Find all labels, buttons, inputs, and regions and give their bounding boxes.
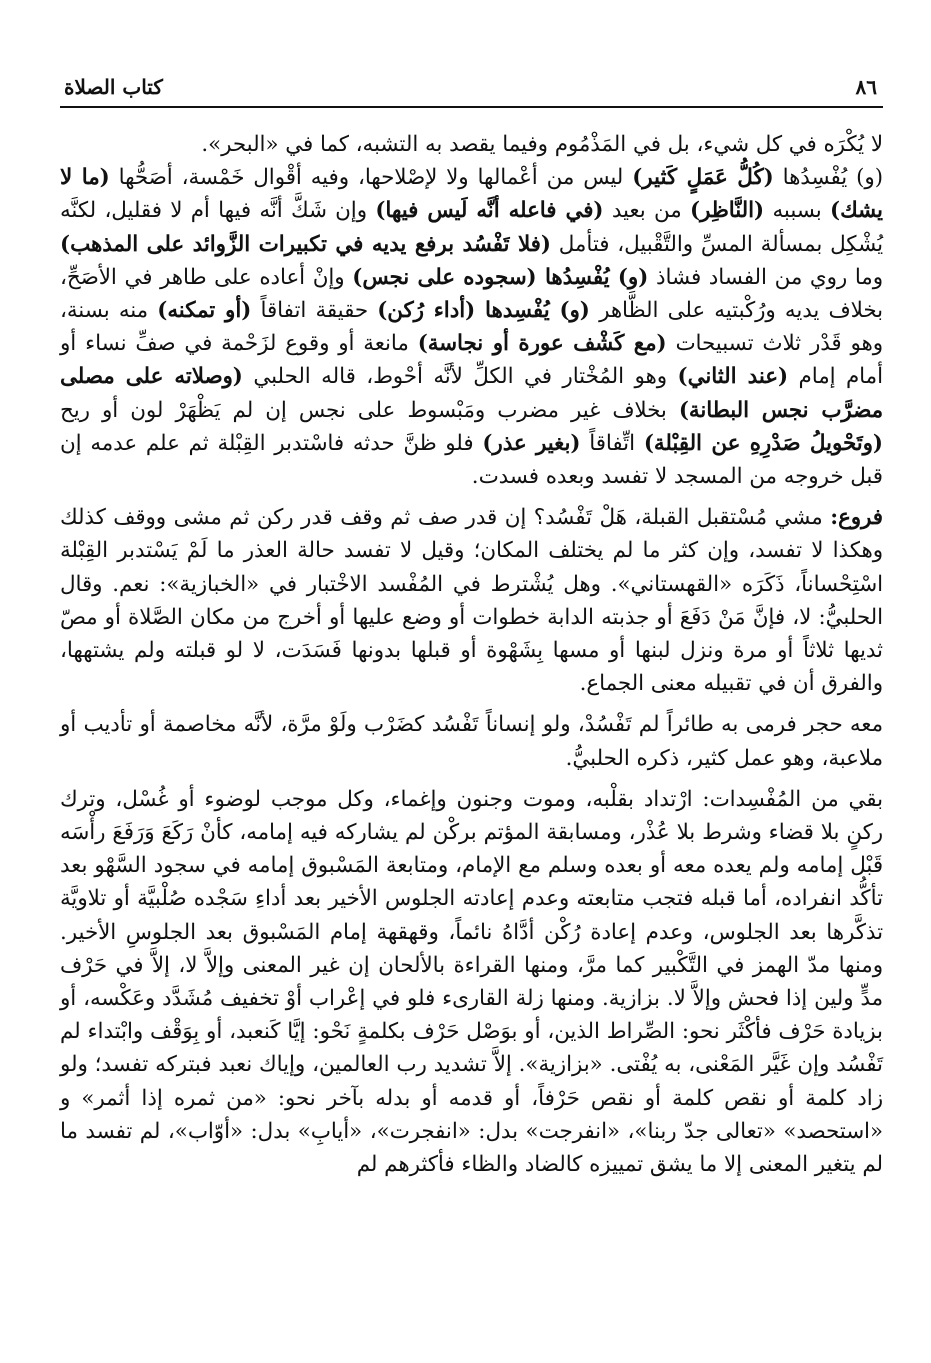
sharh-text: مانعة أو وقوع لزَحْمة في صفِّ نساء أو أمام إمام: [60, 331, 883, 390]
matn-text: (وتَحْويلُ صَدْرِهِ عن القِبْلة): [643, 430, 883, 456]
matn-text: (و) يُفْسِدها (أداء رُكن): [377, 298, 590, 324]
sharh-text: وهو المُخْتار في الكلِّ لأنَّه أحْوط، قاله الحلبي: [242, 364, 678, 390]
sharh-text: ليس من أعْمالها ولا لإصْلاحها، وفيه أقْوال خَمْسة، أصَحُّها: [109, 165, 633, 191]
paragraph-gap: [60, 700, 883, 708]
page-number: ٨٦: [855, 75, 877, 99]
sharh-text: وإنْ أعاده على طاهر في الأصَحِّ، بخلاف يديه ورُكْبتيه على الظَّاهر: [60, 264, 883, 324]
matn-text: (مع كَشْف عورة أو نجاسة): [417, 331, 667, 357]
matn-text: (بغير عذر): [482, 430, 581, 456]
sharh-text: بسببه: [764, 198, 831, 224]
matn-text: (ما لا يشك): [60, 165, 883, 224]
matn-text: (أو تمكنه): [157, 298, 252, 324]
sharh-text: اتِّفاقاً: [580, 430, 644, 456]
sharh-text: منه بسنة، وهو قَدْر ثلاث تسبيحات: [60, 298, 883, 357]
paragraph-gap: [60, 775, 883, 783]
sharh-text: فلو ظنَّ حدثه فاسْتدبر القِبْلة ثم علم عدمه إن قبل خروجه من المسجد لا تفسد وبعده فسدت.: [60, 430, 883, 490]
sharh-text: بقي من المُفْسِدات: ارْتداد بقلْبه، وموت وجنون وإغماء، وكل موجب لوضوء أو غُسْل، وترك ركنٍ بلا قضاء وشرط بلا عُذْر، ومسابقة المؤتم بركْن لم يشاركه فيه إمامه، كأنْ رَكَعَ وَرَفَعَ رأْسَه قَبْل إمامه ولم يعده معه أو بعده وسلم مع الإمام، ومتابعة المَسْبوق إمامه في سجود السَّهْو بعد تأكُّد انفراده، أما قبله فتجب متابعته وعدم إعادته الجلوس الأخير بعد أداءِ سَجْده صُلْبيَّة أو تلاويَّة تذكَّرها بعد الجلوس، وعدم إعادة رُكْن أدَّاهُ نائماً، وقهقهة إمام المَسْبوق بعد الجلوسِ الأخير. ومنها مدّ الهمز في التَّكْبير كما مرَّ، ومنها القراءة بالألحان إن غير المعنى وإلاَّ لا، إلاَّ في حَرْف مدٍّ ولين إذا فحش وإلاَّ لا. بزازية. ومنها زلة القارىء فلو في إعْراب أوْ تخفيف مُشَدَّد وعَكْسه، أو بزيادة حَرْف فأكْثَر نحو: الصِّراط الذين، أو بوَصْل حَرْف بكلمةٍ نَحْو: إيَّا كَنعبد، أو بِوَقْف وابْتداء لم تَفْسُد وإن غَيَّر المَعْنى، به يُفْتى. «بزازية». إلاَّ تشديد رب العالمين، وإياك نعبد فبتركه تفسد؛ ولو زاد كلمة أو نقص كلمة أو نقص حَرْفاً، أو قدمه أو بدله بآخر نحو: «من ثمره إذا أثمر» و «استحصد» «تعالى جدّ ربنا»، «انفرجت» بدل: «انفجرت»، «أيابِ» بدل: «أوّاب»، لم تفسد ما لم يتغير المعنى إلا ما يشق تمييزه كالضاد والظاء فأكثرهم لم: [60, 786, 883, 1178]
paragraph: [60, 161, 883, 493]
sharh-text: (و) يُفْسِدُها: [773, 165, 884, 191]
sharh-text: لا يُكْرَه في كل شيء، بل في المَذْمُوم وفيما يقصد به التشبه، كما في «البحر».: [201, 132, 883, 157]
sharh-text: مشي مُسْتقبل القبلة، هَلْ تَفْسُد؟ إن قدر صف ثم وقف قدر ركن ثم مشى ووقف كذلك وهكذا لا تفسد، وإن كثر ما لم يختلف المكان؛ وقيل لا تفسد حالة العذر ما لَمْ يَسْتدبر القِبْلة اسْتِحْساناً، ذَكَرَه «القهستاني». وهل يُشْترط في المُفْسد الاخْتبار في «الخبازية»: نعم. وقال الحلبيُّ: لا، فإنَّ مَنْ دَفَعَ أو جذبته الدابة خطوات أو وضع عليها أو أخرج من مكان الصَّلاة أو مصّ ثديها ثلاثاً أو مرة ونزل لبنها أو مسها بِشَهْوة أو قبلها بدونها فَسَدَت، لا لو قبلته ولم يشتهها، والفرق أن في تقبيله معنى الجماع.: [60, 505, 883, 697]
paragraph: [60, 501, 883, 700]
page-body-text: [60, 128, 883, 1181]
matn-text: (فلا تَفْسُد برفع يديه في تكبيرات الزَّوائد على المذهب): [60, 231, 551, 257]
matn-text: (في فاعله أنَّه لَيس فيها): [375, 198, 604, 224]
matn-text: (النَّاظِر): [689, 198, 765, 224]
sharh-text: بخلاف غير مضرب ومَبْسوط على نجس إن لم يَظْهَرْ لون أو ريح: [60, 397, 679, 423]
sharh-text: حقيقة اتفاقاً: [251, 298, 378, 324]
sharh-text: معه حجر فرمى به طائراً لم تَفْسُدْ، ولو إنساناً تَفْسُد كضَرْب ولَوْ مرَّة، لأنَّه مخاصمة أو تأديب أو ملاعبة، وهو عمل كثير، ذكره الحلبيُّ.: [60, 712, 883, 771]
paragraph: [60, 708, 883, 774]
matn-text: (عند الثاني): [677, 364, 789, 390]
paragraph: [60, 783, 883, 1181]
matn-text: (و) يُفْسِدُها (سجوده على نجس): [352, 264, 649, 290]
sharh-text: من بعيد: [603, 198, 690, 224]
sharh-text: وإن شَكَّ أنَّه فيها أم لا فقليل، لكنَّه يُشْكِل بمسألة المسِّ والتَّقْبيل، فتأمل: [60, 198, 883, 257]
paragraph-gap: [60, 493, 883, 501]
page-header: [60, 72, 883, 108]
sharh-text: وما روي من الفساد فشاذ: [648, 264, 883, 290]
matn-text: (وصلاته على مصلى مضرَّب نجس البطانة): [60, 364, 883, 423]
paragraph: [60, 128, 883, 161]
matn-text: (كُلُّ عَمَلٍ كَثير): [632, 165, 774, 191]
book-title: كتاب الصلاة: [64, 75, 163, 99]
matn-text: فروع:: [830, 505, 883, 531]
